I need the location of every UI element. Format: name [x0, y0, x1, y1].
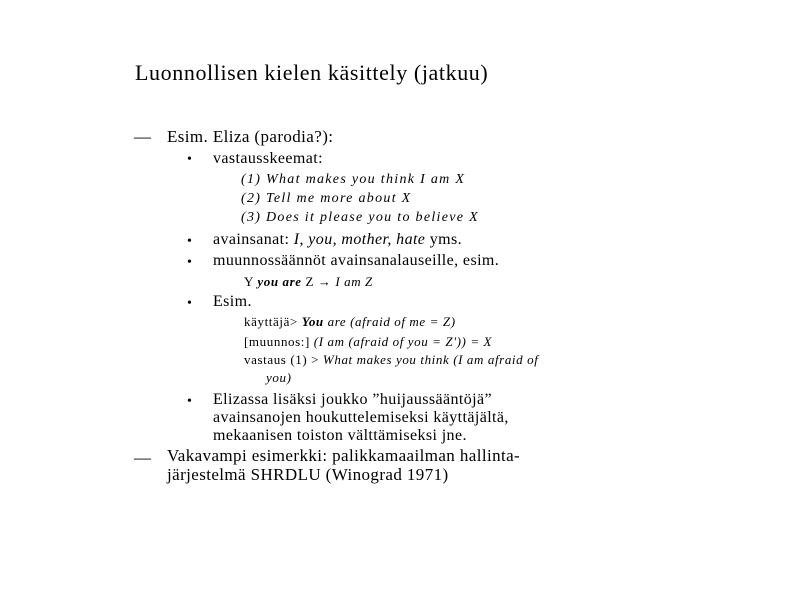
- transform-prefix: [muunnos:]: [244, 334, 314, 349]
- schemes-label: vastausskeemat:: [213, 150, 323, 167]
- rule-left: Y: [244, 274, 258, 289]
- user-prefix: käyttäjä>: [244, 314, 302, 329]
- bullet-marker: •: [187, 152, 192, 167]
- bullet-marker: •: [187, 296, 192, 311]
- eliza-heading: Esim. Eliza (parodia?):: [167, 127, 334, 146]
- keywords-tail: yms.: [425, 231, 462, 248]
- keywords-line: [213, 231, 462, 249]
- answer-value: What makes you think (I am afraid of: [322, 352, 539, 367]
- answer-prefix: vastaus (1) >: [244, 352, 323, 367]
- transform-value: (I am (afraid of you = Z')) = X: [313, 334, 493, 349]
- example-answer-line: [244, 352, 538, 368]
- example-answer-cont: you): [266, 370, 292, 385]
- dash-marker: —: [134, 448, 151, 467]
- scheme-3: (3) Does it please you to believe X: [241, 210, 479, 225]
- user-keyword: You: [301, 314, 324, 329]
- tricks-line-1: Elizassa lisäksi joukko ”huijaussääntöjä”: [213, 391, 493, 408]
- transform-label: muunnossäännöt avainsanalauseille, esim.: [213, 252, 500, 269]
- tricks-line-2: avainsanojen houkuttelemiseksi käyttäjältä,: [213, 409, 509, 426]
- example-label: Esim.: [213, 293, 252, 310]
- dash-marker: —: [134, 127, 151, 146]
- scheme-1: (1) What makes you think I am X: [241, 172, 466, 187]
- user-rest: are (afraid of me = Z): [323, 314, 456, 329]
- scheme-2: (2) Tell me more about X: [241, 191, 412, 206]
- keywords-label: avainsanat:: [213, 231, 294, 248]
- rule-keyword: you are: [257, 274, 302, 289]
- bullet-marker: •: [187, 255, 192, 270]
- shrdlu-line-2: järjestelmä SHRDLU (Winograd 1971): [167, 465, 449, 484]
- transform-rule: [244, 274, 373, 290]
- shrdlu-line-1: Vakavampi esimerkki: palikkamaailman hallinta-: [167, 446, 521, 465]
- example-user-line: [244, 314, 456, 330]
- example-transform-line: [244, 334, 492, 350]
- slide-title: Luonnollisen kielen käsittely (jatkuu): [135, 60, 489, 85]
- keywords-list: I, you, mother, hate: [293, 231, 426, 248]
- rule-middle: Z →: [301, 274, 336, 289]
- bullet-marker: •: [187, 394, 192, 409]
- rule-right: I am Z: [335, 274, 373, 289]
- bullet-marker: •: [187, 234, 192, 249]
- tricks-line-3: mekaanisen toiston välttämiseksi jne.: [213, 427, 467, 444]
